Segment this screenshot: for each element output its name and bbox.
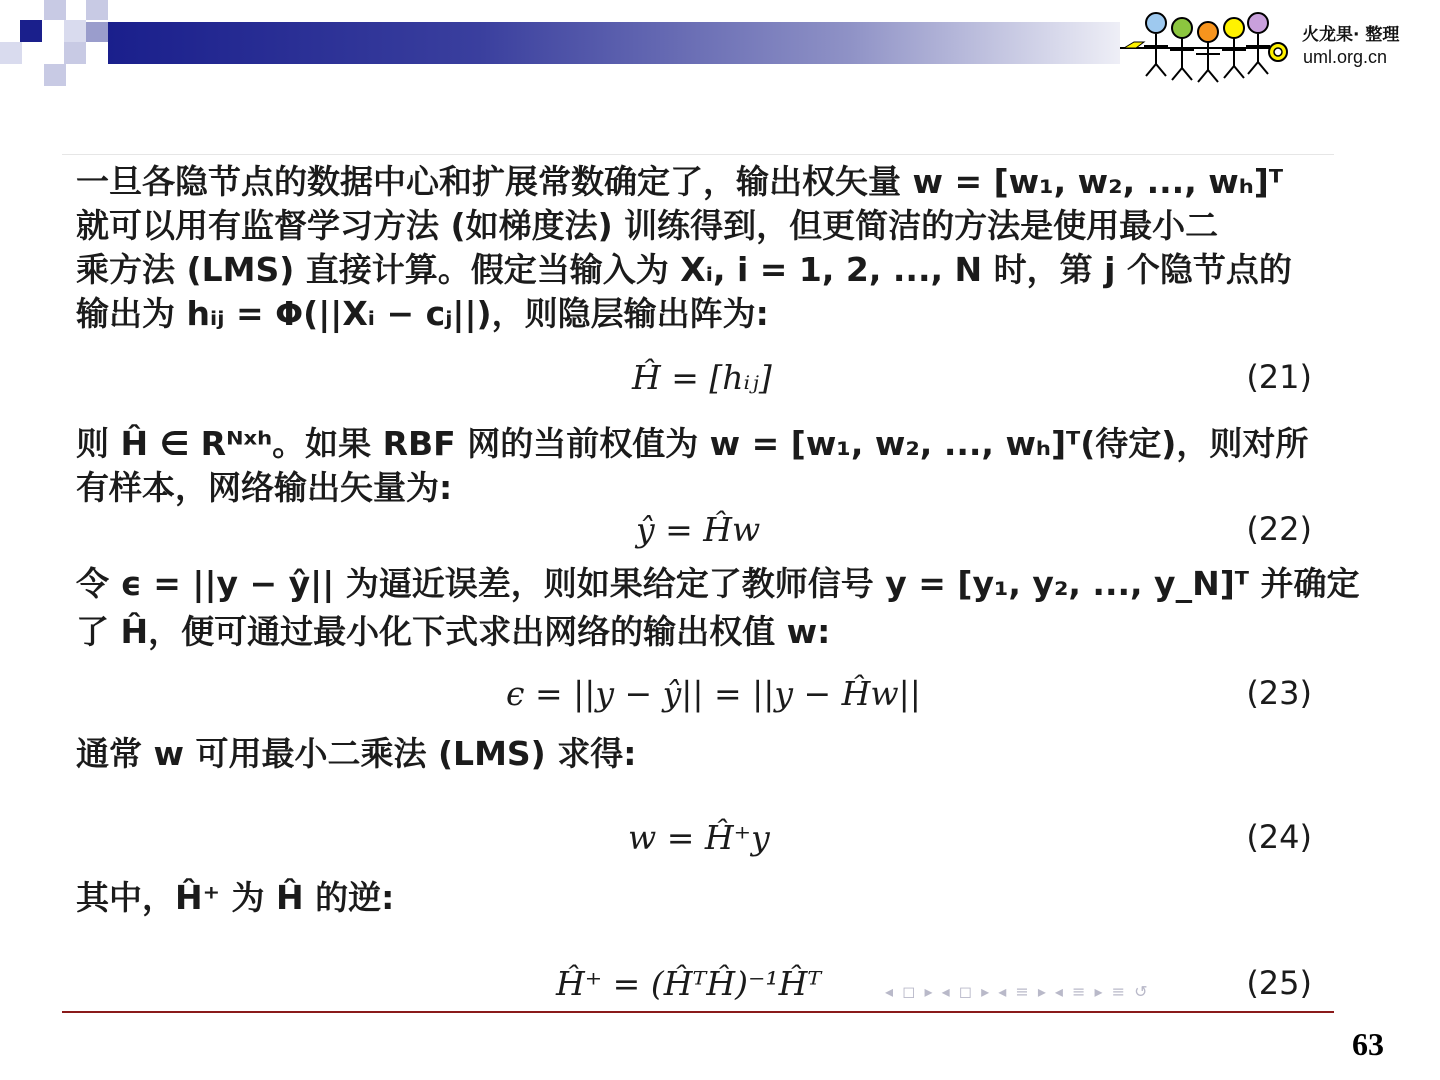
text-line: 则 Ĥ ∈ Rᴺˣʰ。如果 RBF 网的当前权值为 w = [w₁, w₂, ..., wₕ]ᵀ(待定)，则对所 (76, 424, 1309, 463)
text-line: 乘方法 (LMS) 直接计算。假定当输入为 Xᵢ, i = 1, 2, ..., N 时，第 j 个隐节点的 (76, 250, 1292, 289)
equation-expression: Ĥ = [hᵢⱼ] (632, 358, 772, 397)
header-square-light (44, 64, 66, 86)
header-square-light (64, 42, 86, 64)
text-line: 输出为 hᵢⱼ = Φ(||Xᵢ − cⱼ||)，则隐层输出阵为: (76, 294, 769, 333)
text-line: 其中，Ĥ⁺ 为 Ĥ 的逆: (76, 878, 395, 917)
equation-24 (76, 818, 1316, 868)
header-square-mid (86, 22, 108, 42)
header-gradient-bar (108, 22, 1168, 64)
header-square-dark (20, 20, 42, 42)
equation-23 (76, 674, 1316, 724)
equation-expression: ŷ = Ĥw (636, 510, 761, 549)
logo-url: uml.org.cn (1303, 47, 1388, 67)
header-square-light (86, 0, 108, 20)
page-number: 63 (1352, 1026, 1384, 1062)
equation-expression: w = Ĥ⁺y (628, 818, 770, 857)
logo-text: 火龙果· 整理 (1302, 25, 1400, 45)
text-line: 令 ϵ = ||y − ŷ|| 为逼近误差，则如果给定了教师信号 y = [y₁, y₂, ..., y_N]ᵀ 并确定 (76, 564, 1360, 603)
equation-21 (76, 358, 1316, 408)
text-line: 了 Ĥ，便可通过最小化下式求出网络的输出权值 w: (76, 612, 831, 651)
text-line: 通常 w 可用最小二乘法 (LMS) 求得: (76, 734, 637, 773)
beamer-navigation-icons[interactable]: ◂ ◻ ▸ ◂ ◻ ▸ ◂ ≡ ▸ ◂ ≡ ▸ ≡ ↺ (885, 982, 1150, 1001)
content-bottom-divider (62, 1011, 1334, 1013)
content-top-divider (62, 154, 1334, 155)
equation-number: (25) (1246, 964, 1312, 1002)
header-square-light (44, 0, 66, 20)
equation-22 (76, 510, 1316, 560)
equation-number: (23) (1246, 674, 1312, 712)
text-line: 一旦各隐节点的数据中心和扩展常数确定了，输出权矢量 w = [w₁, w₂, ..., wₕ]ᵀ (76, 162, 1284, 201)
equation-expression: Ĥ⁺ = (ĤᵀĤ)⁻¹Ĥᵀ (556, 964, 822, 1003)
text-line: 有样本，网络输出矢量为: (76, 468, 453, 507)
header-square-light (64, 20, 86, 42)
equation-expression: ϵ = ||y − ŷ|| = ||y − Ĥw|| (506, 674, 921, 713)
text-line: 就可以用有监督学习方法 (如梯度法) 训练得到，但更简洁的方法是使用最小二 (76, 206, 1219, 245)
equation-number: (21) (1246, 358, 1312, 396)
header-square-mid (0, 42, 22, 64)
equation-number: (22) (1246, 510, 1312, 548)
equation-number: (24) (1246, 818, 1312, 856)
